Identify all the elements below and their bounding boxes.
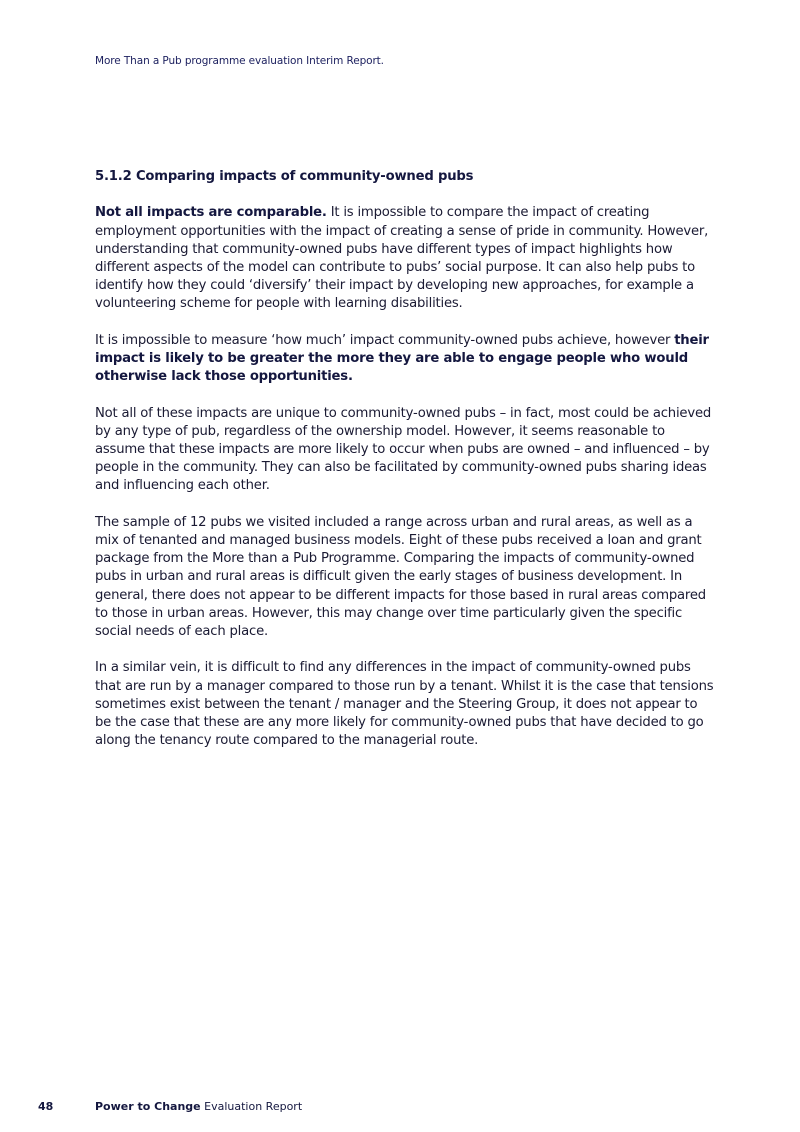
paragraph-1-lead: Not all impacts are comparable.: [95, 205, 327, 221]
section-heading: 5.1.2 Comparing impacts of community-owned pubs: [95, 169, 474, 184]
paragraph-2-text: It is impossible to measure ‘how much’ impact community-owned pubs achieve, however: [95, 332, 675, 348]
paragraph-1-text: It is impossible to compare the impact of creating employment opportunities with the impact of creating a sense of pride in community. However, understanding that community-owned pubs have different types of impact highlights how different aspects of the model can contribute to pubs’ social purpose. It can also help pubs to identify how they could ‘diversify’ their impact by developing new approaches, for example a volunteering scheme for people with learning disabilities.: [95, 205, 709, 312]
footer-report-name: Evaluation Report: [200, 1100, 303, 1113]
paragraph-2: [95, 332, 715, 387]
footer-brand: Power to Change: [95, 1100, 201, 1113]
main-content: [95, 168, 715, 769]
paragraph-3: Not all of these impacts are unique to community-owned pubs – in fact, most could be achieved by any type of pub, regardless of the ownership model. However, it seems reasonable to assume that these impacts are more likely to occur when pubs are owned – and influenced – by people in the community. They can also be facilitated by community-owned pubs sharing ideas and influencing each other.: [95, 405, 712, 494]
paragraph-5: In a similar vein, it is difficult to find any differences in the impact of community-owned pubs that are run by a manager compared to those run by a tenant. Whilst it is the case that tensions sometimes exist between the tenant / manager and the Steering Group, it does not appear to be the case that these are any more likely for community-owned pubs that have decided to go along the tenancy route compared to the managerial route.: [95, 660, 714, 749]
paragraph-1: [95, 204, 715, 313]
running-header: More Than a Pub programme evaluation Interim Report.: [95, 55, 384, 67]
page-number: 48: [38, 1100, 54, 1113]
paragraph-4: The sample of 12 pubs we visited included a range across urban and rural areas, as well as a mix of tenanted and managed business models. Eight of these pubs received a loan and grant package from the More than a Pub Programme. Comparing the impacts of community-owned pubs in urban and rural areas is difficult given the early stages of business development. In general, there does not appear to be different impacts for those based in rural areas compared to those in urban areas. However, this may change over time particularly given the specific social needs of each place.: [95, 514, 706, 640]
footer-title: [95, 1100, 302, 1113]
paragraph-2-emphasis: their impact is likely to be greater the more they are able to engage people who would otherwise lack those opportunities.: [95, 332, 709, 385]
